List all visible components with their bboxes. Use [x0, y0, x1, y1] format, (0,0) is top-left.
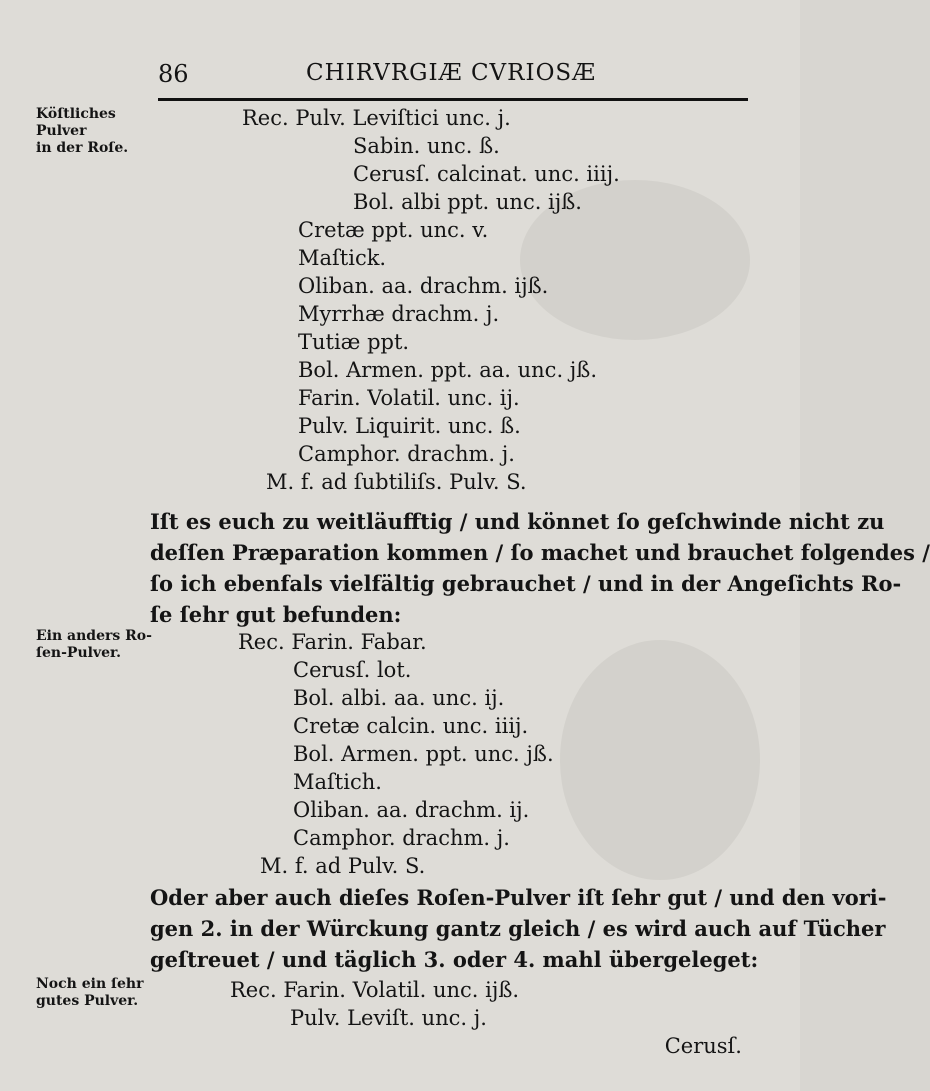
recipe-line: Pulv. Liquirit. unc. ß. — [298, 414, 521, 438]
recipe-line: Farin. Volatil. unc. ij. — [298, 386, 520, 410]
paper-stain — [560, 640, 760, 880]
header-rule — [158, 98, 748, 101]
recipe-line: M. f. ad ſubtiliſs. Pulv. S. — [266, 470, 527, 494]
recipe-line: Myrrhæ drachm. j. — [298, 302, 500, 326]
recipe-line: Rec. Pulv. Leviſtici unc. j. — [242, 106, 511, 130]
recipe-line: Bol. Armen. ppt. aa. unc. jß. — [298, 358, 598, 382]
catchword: Cerusſ. — [664, 1034, 742, 1058]
recipe-line: Bol. albi ppt. unc. ijß. — [353, 190, 582, 214]
page-number: 86 — [158, 60, 189, 88]
recipe-line: Cretæ ppt. unc. v. — [298, 218, 489, 242]
recipe-line: M. f. ad Pulv. S. — [260, 854, 426, 878]
recipe-line: Cretæ calcin. unc. iiij. — [293, 714, 529, 738]
recipe-line: Cerusſ. lot. — [293, 658, 412, 682]
page-header — [150, 58, 748, 94]
recipe-line: Rec. Farin. Volatil. unc. ijß. — [230, 978, 520, 1002]
recipe-line: Oliban. aa. drachm. ijß. — [298, 274, 549, 298]
body-paragraph: Oder aber auch dieſes Roſen-Pulver iſt ſehr gut / und den vori- gen 2. in der Würckung gantz gleich / es wird auch auf Tücher geſtreuet / und täglich 3. oder 4. mahl übergeleget: — [150, 885, 887, 972]
recipe-line: Camphor. drachm. j. — [293, 826, 510, 850]
body-paragraph: Iſt es euch zu weitläufftig / und könnet ſo geſchwinde nicht zu deſſen Præparation kommen / ſo machet und brauchet folgendes / ſo ich ebenfals vielfältig gebrauchet / und in der Angeſichts Ro- ſe ſehr gut befunden: — [150, 509, 930, 627]
recipe-line: Maſtick. — [298, 246, 387, 270]
recipe-line: Oliban. aa. drachm. ij. — [293, 798, 530, 822]
recipe-line: Pulv. Leviſt. unc. j. — [290, 1006, 487, 1030]
recipe-line: Maſtich. — [293, 770, 382, 794]
recipe-line: Bol. Armen. ppt. unc. jß. — [293, 742, 554, 766]
margin-note: Noch ein ſehr gutes Pulver. — [36, 976, 144, 1009]
recipe-line: Sabin. unc. ß. — [353, 134, 500, 158]
recipe-line: Cerusſ. calcinat. unc. iiij. — [353, 162, 620, 186]
margin-note: Ein anders Ro- ſen-Pulver. — [36, 628, 152, 661]
recipe-line: Rec. Farin. Fabar. — [238, 630, 427, 654]
recipe-line: Camphor. drachm. j. — [298, 442, 515, 466]
margin-note: Köſtliches Pulver in der Roſe. — [36, 106, 129, 156]
recipe-line: Tutiæ ppt. — [298, 330, 410, 354]
running-title: CHIRVRGIÆ CVRIOSÆ — [306, 60, 597, 86]
recipe-line: Bol. albi. aa. unc. ij. — [293, 686, 505, 710]
